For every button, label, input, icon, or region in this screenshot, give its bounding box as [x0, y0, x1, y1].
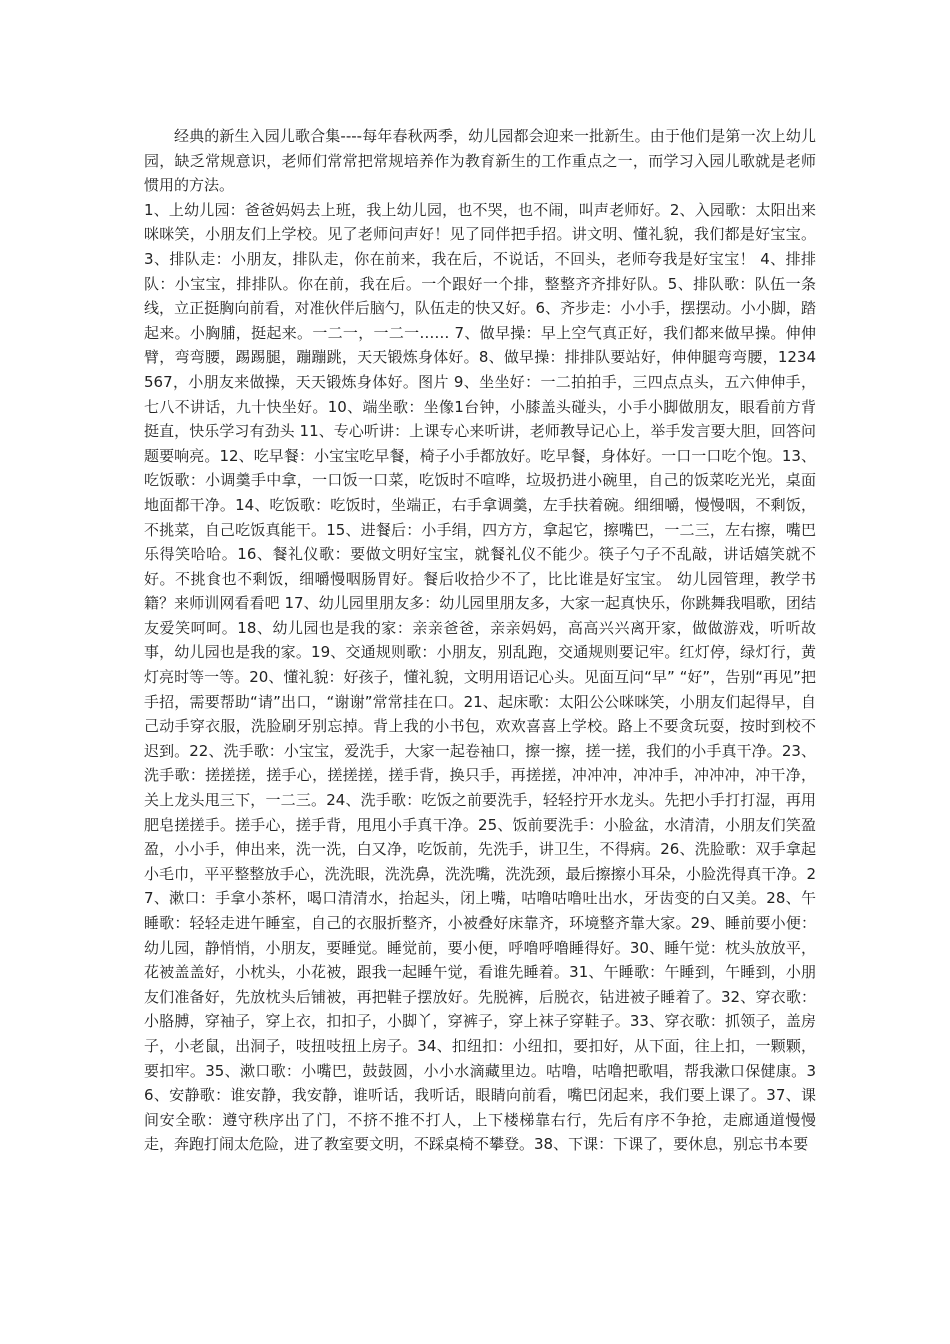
- document-body: [144, 124, 816, 1157]
- rhymes-paragraph: 1、上幼儿园：爸爸妈妈去上班，我上幼儿园，也不哭，也不闹，叫声老师好。2、入园歌：太阳出来咪咪笑，小朋友们上学校。见了老师问声好！见了同伴把手招。讲文明、懂礼貌，我们都是好宝宝。3、排队走：小朋友，排队走，你在前来，我在后，不说话，不回头，老师夸我是好宝宝！ 4、排排队：小宝宝，排排队。你在前，我在后。一个跟好一个排，整整齐齐排好队。5、排队歌：队伍一条线，立正挺胸向前看，对准伙伴后脑勺，队伍走的快又好。6、齐步走：小小手，摆摆动。小小脚，踏起来。小胸脯，挺起来。一二一，一二一…… 7、做早操：早上空气真正好，我们都来做早操。伸伸臂，弯弯腰，踢踢腿，蹦蹦跳，天天锻炼身体好。8、做早操：排排队要站好，伸伸腿弯弯腰，1234567，小朋友来做操，天天锻炼身体好。图片 9、坐坐好：一二拍拍手，三四点点头，五六伸伸手，七八不讲话，九十快坐好。10、端坐歌：坐像1台钟，小膝盖头碰头，小手小脚做朋友，眼看前方背挺直，快乐学习有劲头 11、专心听讲：上课专心来听讲，老师教导记心上，举手发言要大胆，回答问题要响亮。12、吃早餐：小宝宝吃早餐，椅子小手都放好。吃早餐，身体好。一口一口吃个饱。13、吃饭歌：小调羹手中拿，一口饭一口菜，吃饭时不喧哗，垃圾扔进小碗里，自己的饭菜吃光光，桌面地面都干净。14、吃饭歌：吃饭时，坐端正，右手拿调羹，左手扶着碗。细细嚼，慢慢咽，不剩饭，不挑菜，自己吃饭真能干。15、进餐后：小手绢，四方方，拿起它，擦嘴巴，一二三，左右擦，嘴巴乐得笑哈哈。16、餐礼仪歌：要做文明好宝宝，就餐礼仪不能少。筷子勺子不乱敲，讲话嬉笑就不好。不挑食也不剩饭，细嚼慢咽肠胃好。餐后收拾少不了，比比谁是好宝宝。 幼儿园管理，教学书籍？来师训网看看吧 17、幼儿园里朋友多：幼儿园里朋友多，大家一起真快乐，你跳舞我唱歌，团结友爱笑呵呵。18、幼儿园也是我的家：亲亲爸爸，亲亲妈妈，高高兴兴离开家，做做游戏，听听故事，幼儿园也是我的家。19、交通规则歌：小朋友，别乱跑，交通规则要记牢。红灯停，绿灯行，黄灯亮时等一等。20、懂礼貌：好孩子，懂礼貌，文明用语记心头。见面互问“早” “好”，告别“再见”把手招，需要帮助“请”出口，“谢谢”常常挂在口。21、起床歌：太阳公公咪咪笑，小朋友们起得早，自己动手穿衣服，洗脸刷牙别忘掉。背上我的小书包，欢欢喜喜上学校。路上不要贪玩耍，按时到校不迟到。22、洗手歌：小宝宝，爱洗手，大家一起卷袖口，擦一擦，搓一搓，我们的小手真干净。23、洗手歌：搓搓搓，搓手心，搓搓搓，搓手背，换只手，再搓搓，冲冲冲，冲冲手，冲冲冲，冲干净，关上龙头甩三下，一二三。24、洗手歌：吃饭之前要洗手，轻轻拧开水龙头。先把小手打打湿，再用肥皂搓搓手。搓手心，搓手背，甩甩小手真干净。25、饭前要洗手：小脸盆，水清清，小朋友们笑盈盈，小小手，伸出来，洗一洗，白又净，吃饭前，先洗手，讲卫生，不得病。26、洗脸歌：双手拿起小毛巾，平平整整放手心，洗洗眼，洗洗鼻，洗洗嘴，洗洗颈，最后擦擦小耳朵，小脸洗得真干净。27、漱口：手拿小茶杯，喝口清清水，抬起头，闭上嘴，咕噜咕噜吐出水，牙齿变的白又美。28、午睡歌：轻轻走进午睡室，自己的衣服折整齐，小被叠好床靠齐，环境整齐靠大家。29、睡前要小便：幼儿园，静悄悄，小朋友，要睡觉。睡觉前，要小便，呼噜呼噜睡得好。30、睡午觉：枕头放放平，花被盖盖好，小枕头，小花被，跟我一起睡午觉，看谁先睡着。31、午睡歌：午睡到，午睡到，小朋友们准备好，先放枕头后铺被，再把鞋子摆放好。先脱裤，后脱衣，钻进被子睡着了。32、穿衣歌：小胳膊，穿袖子，穿上衣，扣扣子，小脚丫，穿裤子，穿上袜子穿鞋子。33、穿衣歌：抓领子，盖房子，小老鼠，出洞子，吱扭吱扭上房子。34、扣纽扣：小纽扣，要扣好，从下面，往上扣，一颗颗，要扣牢。35、漱口歌：小嘴巴，鼓鼓圆，小小水滴藏里边。咕噜，咕噜把歌唱，帮我漱口保健康。36、安静歌：谁安静，我安静，谁听话，我听话，眼睛向前看，嘴巴闭起来，我们要上课了。37、课间安全歌：遵守秩序出了门，不挤不推不打人，上下楼梯靠右行，先后有序不争抢，走廊通道慢慢走，奔跑打闹太危险，进了教室要文明，不踩桌椅不攀登。38、下课：下课了，要休息，别忘书本要: [144, 200, 816, 1154]
- intro-paragraph: 经典的新生入园儿歌合集----每年春秋两季，幼儿园都会迎来一批新生。由于他们是第一次上幼儿园，缺乏常规意识，老师们常常把常规培养作为教育新生的工作重点之一，而学习入园儿歌就是老师惯用的方法。: [144, 127, 816, 195]
